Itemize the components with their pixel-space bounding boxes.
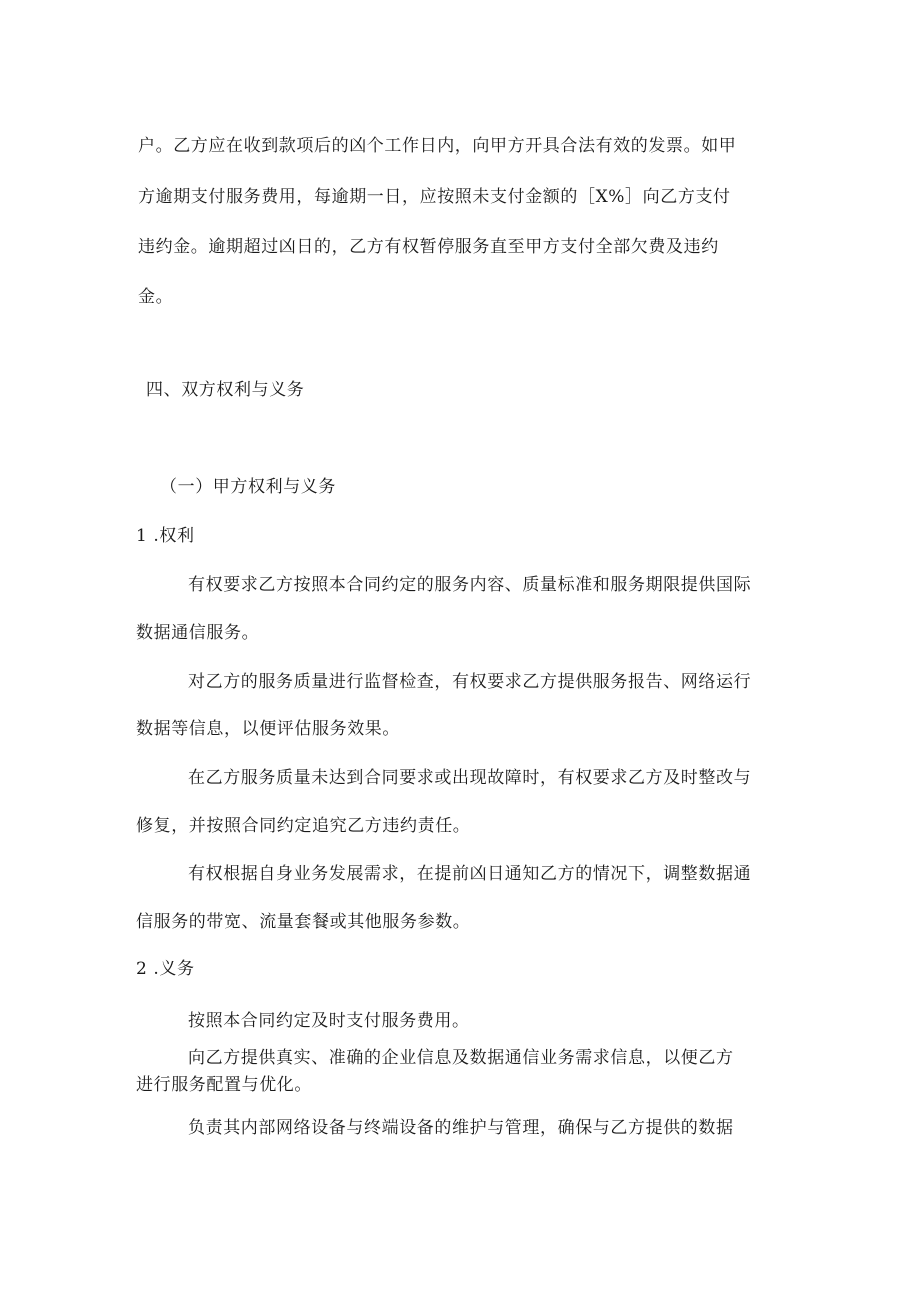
paragraph-line: 数据通信服务。 — [136, 623, 260, 643]
paragraph-line: 金。 — [138, 287, 174, 307]
paragraph-line: 数据等信息，以便评估服务效果。 — [136, 719, 400, 739]
paragraph-line: 有权要求乙方按照本合同约定的服务内容、质量标准和服务期限提供国际 — [188, 575, 752, 595]
paragraph-line: 有权根据自身业务发展需求，在提前凶日通知乙方的情况下，调整数据通 — [188, 864, 752, 884]
paragraph-line: 信服务的带宽、流量套餐或其他服务参数。 — [136, 912, 471, 932]
paragraph-line: 负责其内部网络设备与终端设备的维护与管理，确保与乙方提供的数据 — [188, 1118, 734, 1138]
section-heading: 四、双方权利与义务 — [146, 380, 305, 400]
paragraph-line: 户。乙方应在收到款项后的凶个工作日内，向甲方开具合法有效的发票。如甲 — [138, 136, 737, 156]
item-heading-rights: 1 .权利 — [136, 526, 195, 546]
paragraph-line: 按照本合同约定及时支付服务费用。 — [188, 1011, 470, 1031]
paragraph-line: 向乙方提供真实、准确的企业信息及数据通信业务需求信息，以便乙方 — [188, 1048, 734, 1068]
paragraph-line: 方逾期支付服务费用，每逾期一日，应按照未支付金额的［X%］向乙方支付 — [138, 187, 731, 207]
item-heading-obligations: 2 .义务 — [136, 959, 195, 979]
paragraph-line: 违约金。逾期超过凶日的，乙方有权暂停服务直至甲方支付全部欠费及违约 — [138, 237, 719, 257]
subsection-heading: （一）甲方权利与义务 — [160, 477, 336, 497]
paragraph-line: 修复，并按照合同约定追究乙方违约责任。 — [136, 816, 471, 836]
paragraph-line: 进行服务配置与优化。 — [136, 1075, 312, 1095]
paragraph-line: 对乙方的服务质量进行监督检查，有权要求乙方提供服务报告、网络运行 — [188, 672, 752, 692]
paragraph-line: 在乙方服务质量未达到合同要求或出现故障时，有权要求乙方及时整改与 — [188, 768, 752, 788]
